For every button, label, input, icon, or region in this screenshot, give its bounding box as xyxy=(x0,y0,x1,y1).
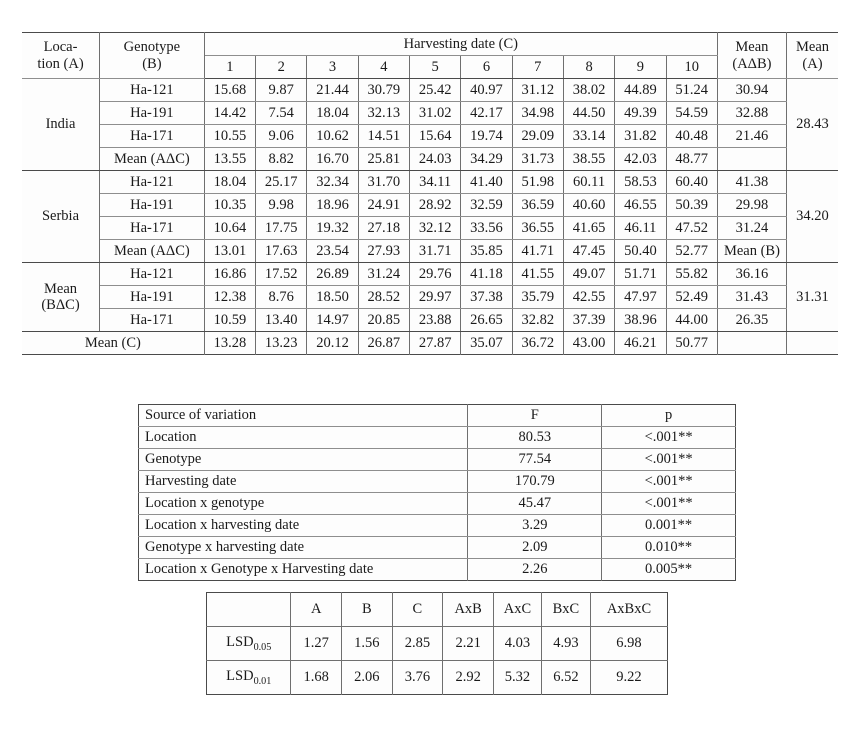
value-cell-d4: 30.79 xyxy=(358,79,409,102)
lsd-value-cell: 2.92 xyxy=(443,661,494,695)
value-cell-d2: 8.76 xyxy=(256,286,307,309)
mean-axb-cell: 31.24 xyxy=(717,217,786,240)
genotype-cell: Ha-171 xyxy=(100,309,205,332)
value-cell-d7: 29.09 xyxy=(512,125,563,148)
lsd-value-cell: 6.52 xyxy=(541,661,590,695)
lsd-value-cell: 9.22 xyxy=(590,661,667,695)
value-cell-d8: 33.14 xyxy=(563,125,614,148)
lsd-value-cell: 2.06 xyxy=(342,661,393,695)
value-cell-d10: 47.52 xyxy=(666,217,717,240)
anova-f-cell: 170.79 xyxy=(468,471,602,493)
value-cell-d1: 12.38 xyxy=(204,286,255,309)
table-row xyxy=(22,263,838,286)
value-cell-d6: 40.97 xyxy=(461,79,512,102)
value-cell-d10: 51.24 xyxy=(666,79,717,102)
value-cell-d4: 20.85 xyxy=(358,309,409,332)
value-cell-d9: 31.82 xyxy=(615,125,666,148)
lsd-header-axc: AxC xyxy=(494,593,542,627)
anova-f-cell: 80.53 xyxy=(468,427,602,449)
mean-c-value-d5: 27.87 xyxy=(409,332,460,355)
anova-row xyxy=(139,559,736,581)
value-cell-d2: 9.98 xyxy=(256,194,307,217)
value-cell-d5: 25.42 xyxy=(409,79,460,102)
anova-f-cell: 2.09 xyxy=(468,537,602,559)
table-row xyxy=(22,286,838,309)
anova-row xyxy=(139,449,736,471)
anova-table-container xyxy=(138,404,736,581)
mean-axb-cell: 30.94 xyxy=(717,79,786,102)
lsd-value-cell: 1.68 xyxy=(291,661,342,695)
value-cell-d5: 31.71 xyxy=(409,240,460,263)
value-cell-d9: 50.40 xyxy=(615,240,666,263)
header-date-6: 6 xyxy=(461,56,512,79)
anova-f-cell: 45.47 xyxy=(468,493,602,515)
table-row xyxy=(22,240,838,263)
table-row xyxy=(22,194,838,217)
value-cell-d2: 25.17 xyxy=(256,171,307,194)
main-data-table xyxy=(22,32,838,355)
mean-axb-cell: 26.35 xyxy=(717,309,786,332)
value-cell-d10: 44.00 xyxy=(666,309,717,332)
value-cell-d4: 24.91 xyxy=(358,194,409,217)
value-cell-d4: 27.93 xyxy=(358,240,409,263)
lsd-table xyxy=(206,592,668,695)
header-genotype: Genotype (B) xyxy=(100,33,205,79)
mean-c-row xyxy=(22,332,838,355)
header-date-4: 4 xyxy=(358,56,409,79)
genotype-cell: Ha-171 xyxy=(100,125,205,148)
header-mean-a: Mean (A) xyxy=(786,33,838,79)
value-cell-d5: 31.02 xyxy=(409,102,460,125)
value-cell-d6: 41.18 xyxy=(461,263,512,286)
lsd-label-0.01: $LSD_{0.01}$ xyxy=(207,661,291,695)
value-cell-d5: 32.12 xyxy=(409,217,460,240)
mean-axb-cell: 41.38 xyxy=(717,171,786,194)
value-cell-d2: 8.82 xyxy=(256,148,307,171)
mean-c-value-d6: 35.07 xyxy=(461,332,512,355)
mean-axb-cell: 21.46 xyxy=(717,125,786,148)
anova-table xyxy=(138,404,736,581)
anova-source-cell: Harvesting date xyxy=(139,471,468,493)
lsd-value-cell: 2.85 xyxy=(392,627,443,661)
lsd-value-cell: 4.03 xyxy=(494,627,542,661)
anova-p-cell: <.001** xyxy=(602,449,736,471)
anova-row xyxy=(139,515,736,537)
value-cell-d1: 15.68 xyxy=(204,79,255,102)
value-cell-d1: 10.59 xyxy=(204,309,255,332)
mean-a-cell: 28.43 xyxy=(786,79,838,171)
lsd-header-axb: AxB xyxy=(443,593,494,627)
value-cell-d4: 31.24 xyxy=(358,263,409,286)
value-cell-d10: 54.59 xyxy=(666,102,717,125)
genotype-cell: Ha-121 xyxy=(100,79,205,102)
anova-source-cell: Location x harvesting date xyxy=(139,515,468,537)
value-cell-d8: 42.55 xyxy=(563,286,614,309)
anova-p-cell: <.001** xyxy=(602,493,736,515)
value-cell-d8: 47.45 xyxy=(563,240,614,263)
value-cell-d2: 9.87 xyxy=(256,79,307,102)
genotype-cell: Mean (AΔC) xyxy=(100,240,205,263)
value-cell-d1: 13.01 xyxy=(204,240,255,263)
anova-p-cell: <.001** xyxy=(602,427,736,449)
value-cell-d3: 18.04 xyxy=(307,102,358,125)
anova-header-p: p xyxy=(602,405,736,427)
lsd-value-cell: 5.32 xyxy=(494,661,542,695)
value-cell-d8: 49.07 xyxy=(563,263,614,286)
value-cell-d5: 24.03 xyxy=(409,148,460,171)
value-cell-d4: 25.81 xyxy=(358,148,409,171)
lsd-header-row xyxy=(207,593,668,627)
anova-f-cell: 3.29 xyxy=(468,515,602,537)
mean-axb-cell: Mean (B) xyxy=(717,240,786,263)
lsd-header-c: C xyxy=(392,593,443,627)
value-cell-d7: 31.73 xyxy=(512,148,563,171)
value-cell-d5: 15.64 xyxy=(409,125,460,148)
anova-row xyxy=(139,493,736,515)
value-cell-d9: 51.71 xyxy=(615,263,666,286)
genotype-cell: Ha-191 xyxy=(100,102,205,125)
value-cell-d3: 19.32 xyxy=(307,217,358,240)
value-cell-d6: 19.74 xyxy=(461,125,512,148)
mean-axb-cell xyxy=(717,148,786,171)
mean-c-value-d8: 43.00 xyxy=(563,332,614,355)
anova-f-cell: 2.26 xyxy=(468,559,602,581)
lsd-row xyxy=(207,627,668,661)
anova-p-cell: 0.010** xyxy=(602,537,736,559)
mean-a-cell: 34.20 xyxy=(786,171,838,263)
anova-p-cell: 0.005** xyxy=(602,559,736,581)
value-cell-d7: 36.59 xyxy=(512,194,563,217)
table-row xyxy=(22,309,838,332)
mean-c-value-d2: 13.23 xyxy=(256,332,307,355)
lsd-value-cell: 4.93 xyxy=(541,627,590,661)
table-row xyxy=(22,79,838,102)
header-date-9: 9 xyxy=(615,56,666,79)
lsd-value-cell: 1.27 xyxy=(291,627,342,661)
value-cell-d7: 32.82 xyxy=(512,309,563,332)
anova-source-cell: Location xyxy=(139,427,468,449)
value-cell-d5: 29.97 xyxy=(409,286,460,309)
anova-row xyxy=(139,427,736,449)
header-mean-axb: Mean (AΔB) xyxy=(717,33,786,79)
value-cell-d2: 17.63 xyxy=(256,240,307,263)
genotype-cell: Ha-191 xyxy=(100,286,205,309)
value-cell-d4: 31.70 xyxy=(358,171,409,194)
lsd-label-0.05: $LSD_{0.05}$ xyxy=(207,627,291,661)
value-cell-d5: 23.88 xyxy=(409,309,460,332)
value-cell-d7: 34.98 xyxy=(512,102,563,125)
value-cell-d3: 18.50 xyxy=(307,286,358,309)
value-cell-d1: 10.64 xyxy=(204,217,255,240)
value-cell-d3: 18.96 xyxy=(307,194,358,217)
table-row xyxy=(22,217,838,240)
header-date-8: 8 xyxy=(563,56,614,79)
value-cell-d8: 38.55 xyxy=(563,148,614,171)
lsd-header-b: B xyxy=(342,593,393,627)
value-cell-d2: 17.52 xyxy=(256,263,307,286)
value-cell-d10: 52.77 xyxy=(666,240,717,263)
value-cell-d6: 41.40 xyxy=(461,171,512,194)
value-cell-d2: 13.40 xyxy=(256,309,307,332)
anova-header-f: F xyxy=(468,405,602,427)
lsd-table-container xyxy=(206,592,668,695)
value-cell-d1: 18.04 xyxy=(204,171,255,194)
mean-c-a-cell xyxy=(786,332,838,355)
value-cell-d4: 32.13 xyxy=(358,102,409,125)
mean-axb-cell: 36.16 xyxy=(717,263,786,286)
value-cell-d1: 10.35 xyxy=(204,194,255,217)
value-cell-d8: 41.65 xyxy=(563,217,614,240)
lsd-row xyxy=(207,661,668,695)
header-date-5: 5 xyxy=(409,56,460,79)
lsd-header-bxc: BxC xyxy=(541,593,590,627)
mean-c-value-d1: 13.28 xyxy=(204,332,255,355)
value-cell-d1: 16.86 xyxy=(204,263,255,286)
main-header-row-1 xyxy=(22,33,838,56)
mean-c-value-d3: 20.12 xyxy=(307,332,358,355)
mean-axb-cell: 32.88 xyxy=(717,102,786,125)
table-row xyxy=(22,102,838,125)
header-date-1: 1 xyxy=(204,56,255,79)
value-cell-d6: 26.65 xyxy=(461,309,512,332)
lsd-header-axbxc: AxBxC xyxy=(590,593,667,627)
value-cell-d3: 16.70 xyxy=(307,148,358,171)
header-date-2: 2 xyxy=(256,56,307,79)
value-cell-d8: 60.11 xyxy=(563,171,614,194)
table-row xyxy=(22,171,838,194)
value-cell-d9: 42.03 xyxy=(615,148,666,171)
anova-source-cell: Location x Genotype x Harvesting date xyxy=(139,559,468,581)
lsd-value-cell: 1.56 xyxy=(342,627,393,661)
anova-source-cell: Location x genotype xyxy=(139,493,468,515)
genotype-cell: Ha-171 xyxy=(100,217,205,240)
lsd-value-cell: 3.76 xyxy=(392,661,443,695)
value-cell-d1: 10.55 xyxy=(204,125,255,148)
value-cell-d10: 52.49 xyxy=(666,286,717,309)
value-cell-d10: 55.82 xyxy=(666,263,717,286)
value-cell-d4: 14.51 xyxy=(358,125,409,148)
header-date-7: 7 xyxy=(512,56,563,79)
table-row xyxy=(22,148,838,171)
mean-c-value-d4: 26.87 xyxy=(358,332,409,355)
mean-c-value-d9: 46.21 xyxy=(615,332,666,355)
value-cell-d7: 41.55 xyxy=(512,263,563,286)
value-cell-d7: 41.71 xyxy=(512,240,563,263)
value-cell-d1: 14.42 xyxy=(204,102,255,125)
value-cell-d5: 34.11 xyxy=(409,171,460,194)
lsd-corner-cell xyxy=(207,593,291,627)
value-cell-d8: 37.39 xyxy=(563,309,614,332)
anova-f-cell: 77.54 xyxy=(468,449,602,471)
value-cell-d6: 35.85 xyxy=(461,240,512,263)
value-cell-d2: 7.54 xyxy=(256,102,307,125)
table-row xyxy=(22,125,838,148)
anova-p-cell: 0.001** xyxy=(602,515,736,537)
anova-source-cell: Genotype xyxy=(139,449,468,471)
lsd-value-cell: 2.21 xyxy=(443,627,494,661)
value-cell-d7: 36.55 xyxy=(512,217,563,240)
header-date-3: 3 xyxy=(307,56,358,79)
anova-row xyxy=(139,537,736,559)
anova-header-row xyxy=(139,405,736,427)
value-cell-d7: 51.98 xyxy=(512,171,563,194)
mean-a-cell: 31.31 xyxy=(786,263,838,332)
value-cell-d9: 46.55 xyxy=(615,194,666,217)
anova-p-cell: <.001** xyxy=(602,471,736,493)
value-cell-d10: 40.48 xyxy=(666,125,717,148)
header-date-10: 10 xyxy=(666,56,717,79)
anova-row xyxy=(139,471,736,493)
value-cell-d10: 60.40 xyxy=(666,171,717,194)
value-cell-d2: 17.75 xyxy=(256,217,307,240)
header-harvesting-date: Harvesting date (C) xyxy=(204,33,717,56)
row-group-label-serbia: Serbia xyxy=(22,171,100,263)
value-cell-d2: 9.06 xyxy=(256,125,307,148)
mean-axb-cell: 29.98 xyxy=(717,194,786,217)
value-cell-d5: 29.76 xyxy=(409,263,460,286)
value-cell-d3: 10.62 xyxy=(307,125,358,148)
value-cell-d3: 14.97 xyxy=(307,309,358,332)
genotype-cell: Ha-121 xyxy=(100,171,205,194)
value-cell-d10: 48.77 xyxy=(666,148,717,171)
value-cell-d6: 33.56 xyxy=(461,217,512,240)
lsd-header-a: A xyxy=(291,593,342,627)
row-group-label-india: India xyxy=(22,79,100,171)
value-cell-d9: 58.53 xyxy=(615,171,666,194)
lsd-value-cell: 6.98 xyxy=(590,627,667,661)
genotype-cell: Mean (AΔC) xyxy=(100,148,205,171)
value-cell-d3: 32.34 xyxy=(307,171,358,194)
value-cell-d1: 13.55 xyxy=(204,148,255,171)
value-cell-d3: 21.44 xyxy=(307,79,358,102)
value-cell-d8: 38.02 xyxy=(563,79,614,102)
value-cell-d5: 28.92 xyxy=(409,194,460,217)
mean-c-axb-cell xyxy=(717,332,786,355)
value-cell-d6: 42.17 xyxy=(461,102,512,125)
value-cell-d6: 37.38 xyxy=(461,286,512,309)
genotype-cell: Ha-191 xyxy=(100,194,205,217)
value-cell-d4: 28.52 xyxy=(358,286,409,309)
anova-source-cell: Genotype x harvesting date xyxy=(139,537,468,559)
value-cell-d9: 44.89 xyxy=(615,79,666,102)
value-cell-d3: 23.54 xyxy=(307,240,358,263)
genotype-cell: Ha-121 xyxy=(100,263,205,286)
header-location: Loca- tion (A) xyxy=(22,33,100,79)
anova-header-source: Source of variation xyxy=(139,405,468,427)
value-cell-d10: 50.39 xyxy=(666,194,717,217)
mean-c-value-d7: 36.72 xyxy=(512,332,563,355)
row-group-label-mean: Mean (BΔC) xyxy=(22,263,100,332)
value-cell-d9: 49.39 xyxy=(615,102,666,125)
mean-c-value-d10: 50.77 xyxy=(666,332,717,355)
value-cell-d8: 44.50 xyxy=(563,102,614,125)
value-cell-d3: 26.89 xyxy=(307,263,358,286)
mean-axb-cell: 31.43 xyxy=(717,286,786,309)
value-cell-d4: 27.18 xyxy=(358,217,409,240)
mean-c-label: Mean (C) xyxy=(22,332,204,355)
value-cell-d9: 46.11 xyxy=(615,217,666,240)
value-cell-d9: 47.97 xyxy=(615,286,666,309)
main-data-table-container xyxy=(22,32,838,355)
value-cell-d8: 40.60 xyxy=(563,194,614,217)
value-cell-d6: 34.29 xyxy=(461,148,512,171)
value-cell-d7: 35.79 xyxy=(512,286,563,309)
value-cell-d7: 31.12 xyxy=(512,79,563,102)
value-cell-d6: 32.59 xyxy=(461,194,512,217)
value-cell-d9: 38.96 xyxy=(615,309,666,332)
